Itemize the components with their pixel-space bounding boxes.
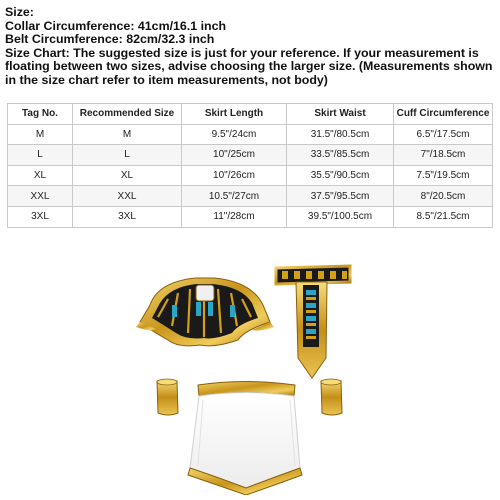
cell-tag-no: XXL — [8, 186, 73, 207]
size-chart-table — [7, 103, 493, 228]
size-chart-note: Size Chart: The suggested size is just for your reference. If your measurement is floating between two sizes, advise choosing the larger size. (Measurements shown in the size chart refer to item measurements, not body) — [5, 45, 493, 87]
cell-recommended-size: M — [73, 124, 182, 145]
column-header-skirt-waist: Skirt Waist — [287, 104, 394, 125]
column-header-tag-no: Tag No. — [8, 104, 73, 125]
size-info-header — [5, 6, 497, 88]
skirt-piece — [188, 382, 302, 496]
cell-tag-no: M — [8, 124, 73, 145]
cell-tag-no: XL — [8, 165, 73, 186]
cell-cuff-circumference: 8"/20.5cm — [394, 186, 493, 207]
cell-recommended-size: XL — [73, 165, 182, 186]
cell-recommended-size: L — [73, 145, 182, 166]
cell-skirt-waist: 37.5"/95.5cm — [287, 186, 394, 207]
cell-cuff-circumference: 7.5"/19.5cm — [394, 165, 493, 186]
belt-piece — [276, 266, 350, 378]
cell-skirt-length: 10"/25cm — [182, 145, 287, 166]
table-row — [8, 165, 493, 186]
right-cuff — [321, 379, 342, 415]
cell-recommended-size: XXL — [73, 186, 182, 207]
table-row — [8, 145, 493, 166]
collar-piece — [136, 278, 274, 346]
cell-cuff-circumference: 8.5"/21.5cm — [394, 206, 493, 227]
belt-circumference: Belt Circumference: 82cm/32.3 inch — [5, 32, 215, 47]
column-header-skirt-length: Skirt Length — [182, 104, 287, 125]
cell-skirt-waist: 35.5"/90.5cm — [287, 165, 394, 186]
table-row — [8, 186, 493, 207]
cell-skirt-waist: 31.5"/80.5cm — [287, 124, 394, 145]
left-cuff — [157, 379, 178, 415]
cell-recommended-size: 3XL — [73, 206, 182, 227]
cell-skirt-waist: 39.5"/100.5cm — [287, 206, 394, 227]
table-row — [8, 206, 493, 227]
cell-skirt-waist: 33.5"/85.5cm — [287, 145, 394, 166]
cell-tag-no: L — [8, 145, 73, 166]
costume-product-image — [125, 255, 395, 495]
cell-skirt-length: 10.5"/27cm — [182, 186, 287, 207]
cell-cuff-circumference: 7"/18.5cm — [394, 145, 493, 166]
cell-tag-no: 3XL — [8, 206, 73, 227]
cell-skirt-length: 10"/26cm — [182, 165, 287, 186]
table-row — [8, 124, 493, 145]
cell-skirt-length: 11"/28cm — [182, 206, 287, 227]
cell-skirt-length: 9.5"/24cm — [182, 124, 287, 145]
cell-cuff-circumference: 6.5"/17.5cm — [394, 124, 493, 145]
size-heading: Size: — [5, 5, 34, 19]
column-header-cuff-circumference: Cuff Circumference — [394, 104, 493, 125]
collar-circumference: Collar Circumference: 41cm/16.1 inch — [5, 18, 227, 33]
column-header-recommended-size: Recommended Size — [73, 104, 182, 125]
table-header-row — [8, 104, 493, 125]
